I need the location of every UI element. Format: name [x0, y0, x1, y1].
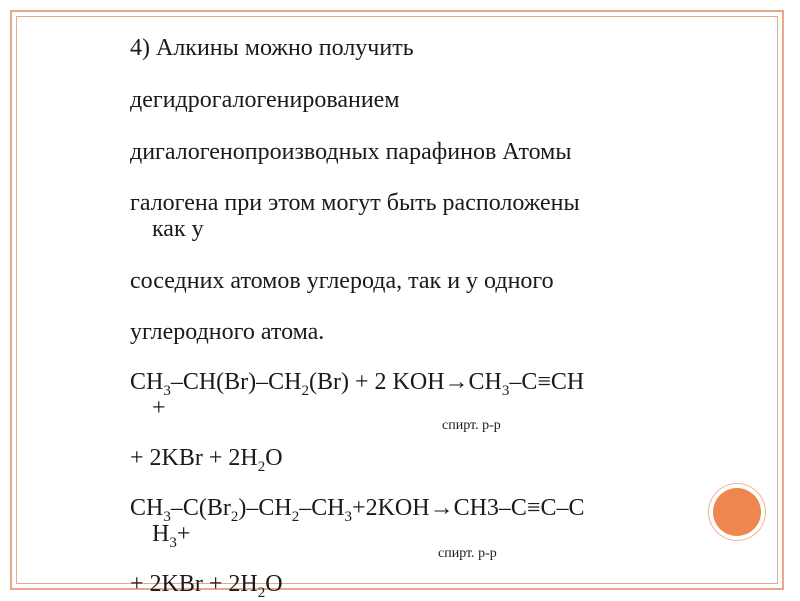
equation-1-cont: + — [152, 395, 166, 421]
text-line-1: 4) Алкины можно получить — [130, 35, 414, 61]
text-line-4-cont: как у — [152, 216, 204, 242]
text-line-5: соседних атомов углерода, так и у одного — [130, 268, 554, 294]
equation-1-note: спирт. р-р — [442, 418, 501, 433]
equation-2-note: спирт. р-р — [438, 546, 497, 561]
equation-2-products: + $2KBr + 2H_2O$ — [130, 571, 283, 601]
text-line-3: дигалогенопроизводных парафинов Атомы — [130, 139, 572, 165]
text-line-4: галогена при этом могут быть расположены — [130, 190, 580, 216]
equation-1-products: + $2KBr + 2H_2O$ — [130, 445, 283, 475]
text-line-6: углеродного атома. — [130, 319, 325, 345]
equation-2: $CH_3-C(Br_2)-CH_2-CH_3+2KOH\to CH3-C\equiv C-C$ — [130, 495, 585, 525]
text-line-2: дегидрогалогенированием — [130, 87, 400, 113]
decorative-circle-icon — [713, 488, 761, 536]
equation-2-cont: $H_3+$ — [152, 521, 191, 551]
equation-1: $CH_3-CH(Br)-CH_2(Br) + 2$ $KOH\to CH_3-C\equiv CH$ — [130, 369, 585, 399]
